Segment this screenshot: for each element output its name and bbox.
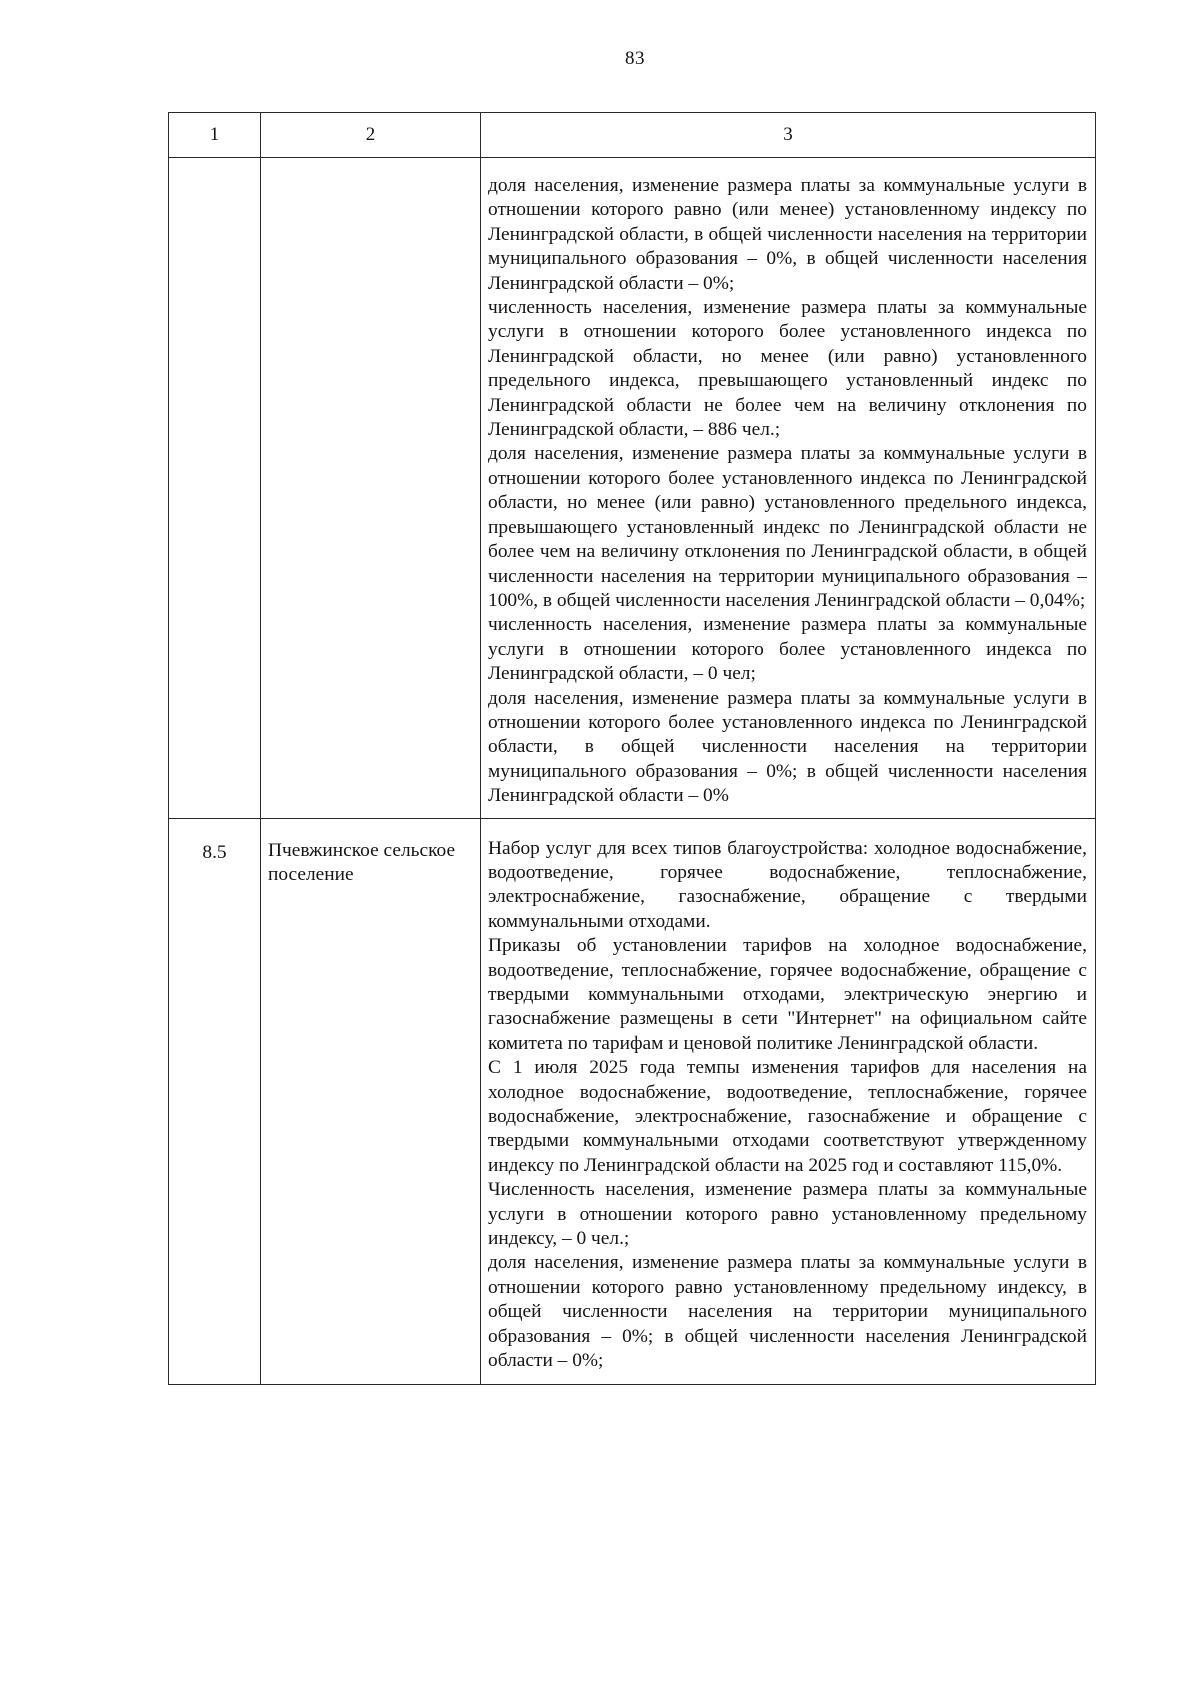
paragraph: С 1 июля 2025 года темпы изменения тарифов для населения на холодное водоснабжение, водоотведение, теплоснабжение, горячее водоснабжение, электроснабжение, газоснабжение и обращение с твердыми коммунальными отходами соответствуют утвержденному индексу по Ленинградской области на 2025 год и составляют 115,0%.: [488, 1057, 1087, 1176]
paragraph: доля населения, изменение размера платы за коммунальные услуги в отношении которого более установленного индекса по Ленинградской области, но менее (или равно) установленного предельного индекса, превышающего установленный индекс по Ленинградской области не более чем на величину отклонения по Ленинградской области, в общей численности населения на территории муниципального образования – 100%, в общей численности населения Ленинградской области – 0,04%;: [488, 443, 1087, 611]
paragraph: численность населения, изменение размера платы за коммунальные услуги в отношении которого более установленного индекса по Ленинградской области, но менее (или равно) установленного предельного индекса, превышающего установленный индекс по Ленинградской области не более чем на величину отклонения по Ленинградской области, – 886 чел.;: [488, 297, 1087, 441]
header-cell-text: 3: [481, 113, 1096, 158]
paragraph: доля населения, изменение размера платы за коммунальные услуги в отношении которого равно установленному предельному индексу, в общей численности населения на территории муниципального образования – 0%; в общей численности населения Ленинградской области – 0%;: [488, 1252, 1087, 1372]
settlement-name-cell: [261, 158, 481, 819]
description-cell: [481, 818, 1096, 1384]
settlement-name-cell: Пчевжинское сельское поселение: [261, 818, 481, 1384]
page-number: 83: [625, 48, 645, 69]
paragraph: Набор услуг для всех типов благоустройства: холодное водоснабжение, водоотведение, горячее водоснабжение, теплоснабжение, электроснабжение, газоснабжение, обращение с твердыми коммунальными отходами.: [488, 837, 1087, 932]
table-row: [169, 158, 1096, 819]
paragraph: Приказы об установлении тарифов на холодное водоснабжение, водоотведение, теплоснабжение, горячее водоснабжение, обращение с твердыми коммунальными отходами, электрическую энергию и газоснабжение размещены в сети "Интернет" на официальном сайте комитета по тарифам и ценовой политике Ленинградской области.: [488, 935, 1087, 1054]
header-cell-number: 1: [169, 113, 261, 158]
description-cell: [481, 158, 1096, 819]
table-header-row: [169, 113, 1096, 158]
table-row: [169, 818, 1096, 1384]
row-number-cell: [169, 158, 261, 819]
paragraph: доля населения, изменение размера платы за коммунальные услуги в отношении которого более установленного индекса по Ленинградской области, в общей численности населения на территории муниципального образования – 0%; в общей численности населения Ленинградской области – 0%: [488, 687, 1087, 807]
tariff-table: [168, 112, 1096, 1385]
paragraph: доля населения, изменение размера платы за коммунальные услуги в отношении которого равно (или менее) установленному индексу по Ленинградской области, в общей численности населения на территории муниципального образования – 0%, в общей численности населения Ленинградской области – 0%;: [488, 175, 1087, 294]
paragraph: численность населения, изменение размера платы за коммунальные услуги в отношении которого более установленного индекса по Ленинградской области, – 0 чел;: [488, 614, 1087, 685]
row-number-cell: 8.5: [169, 818, 261, 1384]
header-cell-name: 2: [261, 113, 481, 158]
paragraph: Численность населения, изменение размера платы за коммунальные услуги в отношении которого равно установленному предельному индексу, – 0 чел.;: [488, 1179, 1087, 1250]
